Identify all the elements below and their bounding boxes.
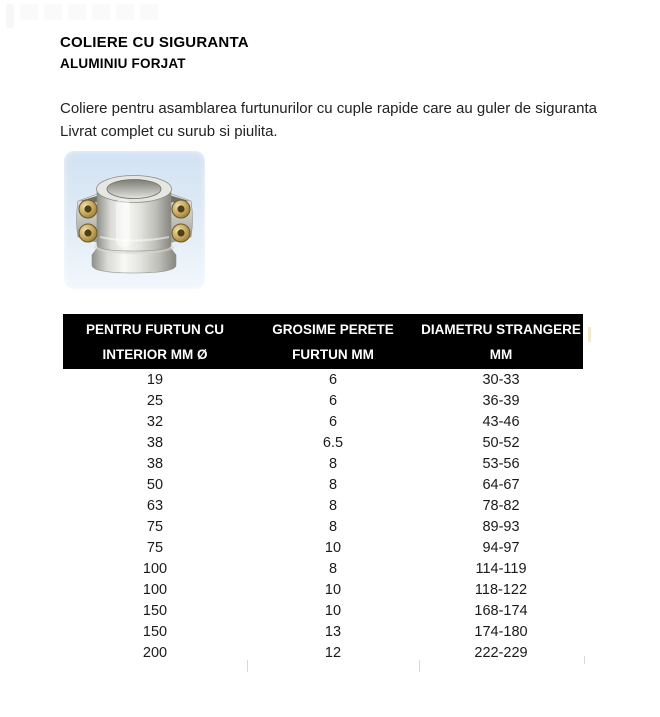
table-cell: 12 [324,644,342,661]
cell-border-remnant [584,656,585,664]
table-cell: 63 [146,497,164,514]
table-row [63,474,583,495]
table-cell: 43-46 [482,413,520,430]
table-cell: 200 [142,644,168,661]
table-cell: 100 [142,560,168,577]
table-cell: 6.5 [322,434,344,451]
table-row [63,600,583,621]
description-line-1: Coliere pentru asamblarea furtunurilor cu cuple rapide care au guler de siguranta [60,100,597,117]
table-cell: 53-56 [482,455,520,472]
table-cell: 150 [142,602,168,619]
table-cell: 10 [324,602,342,619]
description-paragraph [60,97,597,143]
table-row [63,390,583,411]
table-cell: 100 [142,581,168,598]
highlight-artifact [588,327,591,342]
table-cell: 64-67 [482,476,520,493]
ghost-artifact [6,4,196,30]
table-cell: 6 [328,413,338,430]
table-cell: 8 [328,518,338,535]
table-cell: 114-119 [475,560,527,577]
header-col-wall-thickness: GROSIME PERETE FURTUN MM [272,321,394,362]
cell-border-remnant [247,660,248,672]
table-cell: 13 [324,623,342,640]
table-row [63,432,583,453]
table-cell: 150 [142,623,168,640]
table-cell: 6 [328,371,338,388]
table-row [63,516,583,537]
table-cell: 222-229 [474,644,528,661]
header-col-clamping-diameter: DIAMETRU STRANGERE MM [421,321,581,362]
table-cell: 50 [146,476,164,493]
table-row [63,642,583,663]
table-row [63,537,583,558]
table-cell: 6 [328,392,338,409]
table-cell: 8 [328,497,338,514]
table-row [63,453,583,474]
page-subtitle: ALUMINIU FORJAT [60,56,186,71]
product-photo [64,151,205,289]
header-col-interior: PENTRU FURTUN CU INTERIOR MM Ø [86,321,224,362]
table-cell: 10 [324,539,342,556]
table-row [63,369,583,390]
table-cell: 89-93 [482,518,520,535]
page-title: COLIERE CU SIGURANTA [60,34,249,51]
table-row [63,411,583,432]
spec-table-header [63,314,583,369]
table-cell: 19 [146,371,164,388]
table-cell: 8 [328,560,338,577]
table-cell: 10 [324,581,342,598]
spec-table [63,314,583,663]
table-cell: 78-82 [482,497,520,514]
table-cell: 75 [146,539,164,556]
table-cell: 30-33 [482,371,520,388]
table-cell: 38 [146,455,164,472]
table-row [63,579,583,600]
cell-border-remnant [419,660,420,672]
table-cell: 94-97 [482,539,520,556]
table-cell: 8 [328,455,338,472]
table-row [63,495,583,516]
table-cell: 8 [328,476,338,493]
table-row [63,621,583,642]
table-cell: 75 [146,518,164,535]
description-line-2: Livrat complet cu surub si piulita. [60,123,278,140]
table-body [63,369,583,663]
table-cell: 36-39 [482,392,520,409]
table-cell: 174-180 [474,623,528,640]
table-cell: 38 [146,434,164,451]
table-cell: 118-122 [474,581,528,598]
table-row [63,558,583,579]
clamp-illustration [64,151,205,289]
table-cell: 168-174 [474,602,528,619]
table-cell: 25 [146,392,164,409]
table-cell: 32 [146,413,164,430]
table-cell: 50-52 [482,434,520,451]
